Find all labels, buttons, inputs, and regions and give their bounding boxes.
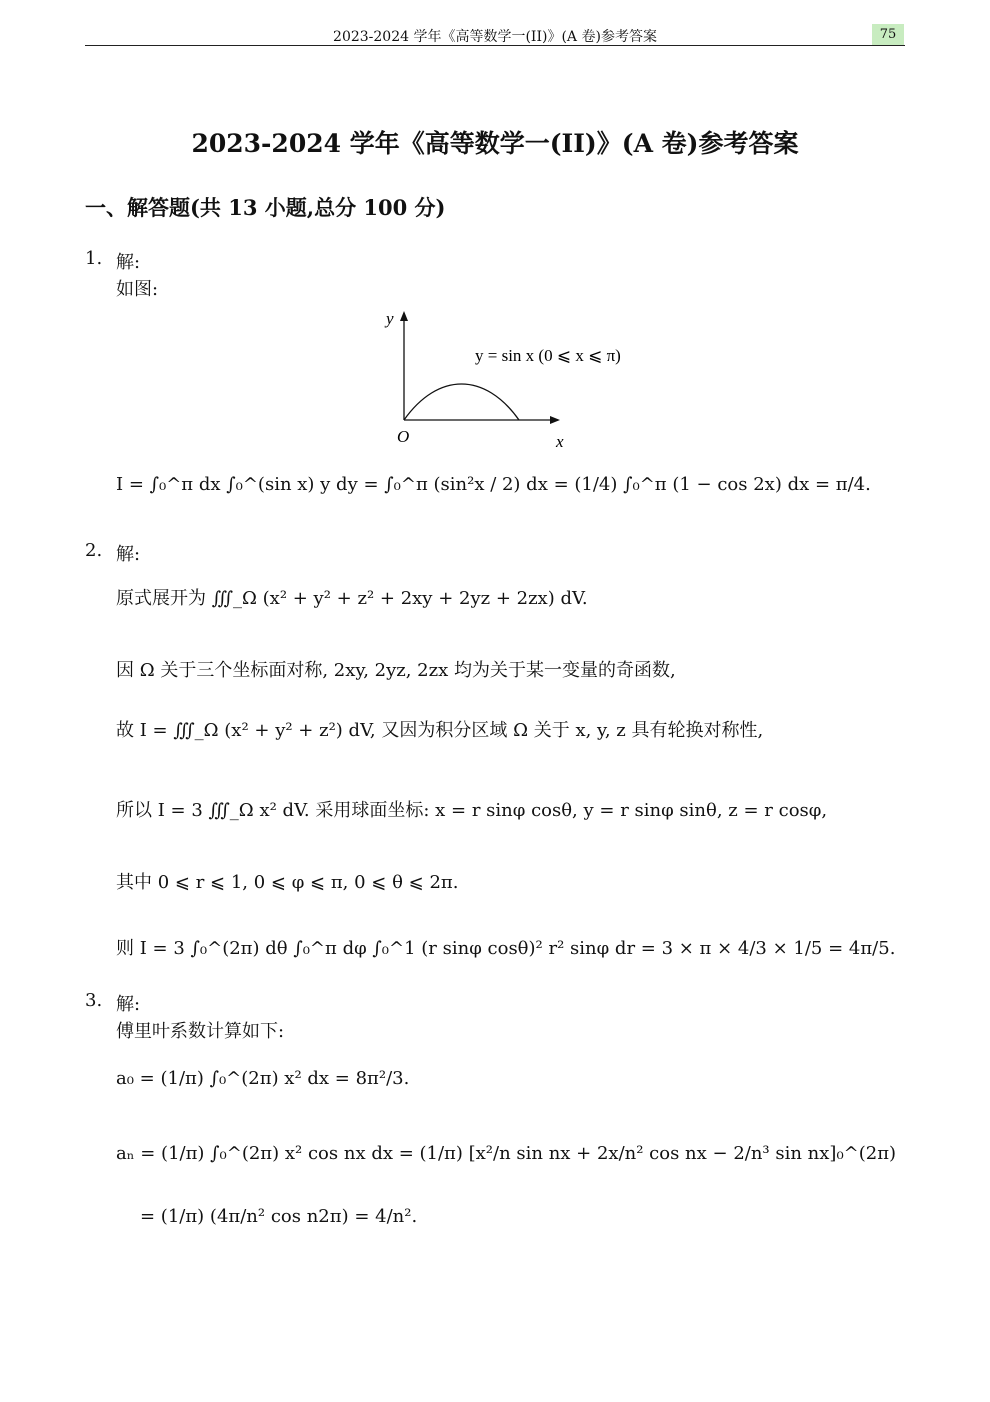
- problem-1-label: 解:: [116, 252, 141, 273]
- running-header: 2023-2024 学年《高等数学一(II)》(A 卷)参考答案: [333, 29, 657, 45]
- problem-3-equation-an-result: = (1/π) (4π/n² cos n2π) = 4/n².: [140, 1206, 418, 1227]
- problem-2-line-6: 则 I = 3 ∫₀^(2π) dθ ∫₀^π dφ ∫₀^1 (r sinφ cosθ)² r² sinφ dr = 3 × π × 4/3 × 1/5 = 4π/5.: [116, 938, 896, 959]
- problem-3-number: 3.: [85, 990, 103, 1011]
- problem-2-label: 解:: [116, 544, 141, 565]
- y-axis-arrow-icon: [400, 311, 408, 321]
- problem-2-line-5: 其中 0 ⩽ r ⩽ 1, 0 ⩽ φ ⩽ π, 0 ⩽ θ ⩽ 2π.: [116, 872, 459, 893]
- problem-3-equation-an: aₙ = (1/π) ∫₀^(2π) x² cos nx dx = (1/π) [x²/n sin nx + 2x/n² cos nx − 2/n³ sin nx]₀^(2π): [116, 1143, 897, 1164]
- section-heading: 一、解答题(共 13 小题,总分 100 分): [85, 195, 446, 220]
- sine-curve-figure: [380, 300, 650, 460]
- problem-2-line-1: 原式展开为 ∭_Ω (x² + y² + z² + 2xy + 2yz + 2zx) dV.: [116, 588, 588, 609]
- x-axis-label: x: [556, 432, 564, 451]
- problem-2-line-2: 因 Ω 关于三个坐标面对称, 2xy, 2yz, 2zx 均为关于某一变量的奇函数,: [116, 660, 676, 681]
- problem-3-label: 解:: [116, 994, 141, 1015]
- sine-curve: [404, 384, 519, 420]
- curve-label: y = sin x (0 ⩽ x ⩽ π): [475, 346, 621, 365]
- y-axis-label: y: [386, 309, 394, 328]
- document-title: 2023-2024 学年《高等数学一(II)》(A 卷)参考答案: [191, 129, 799, 158]
- problem-1-equation: I = ∫₀^π dx ∫₀^(sin x) y dy = ∫₀^π (sin²x / 2) dx = (1/4) ∫₀^π (1 − cos 2x) dx = π/4.: [116, 474, 871, 495]
- problem-2-line-3: 故 I = ∭_Ω (x² + y² + z²) dV, 又因为积分区域 Ω 关于 x, y, z 具有轮换对称性,: [116, 720, 764, 741]
- page-number-badge: 75: [872, 24, 904, 45]
- problem-3-equation-a0: a₀ = (1/π) ∫₀^(2π) x² dx = 8π²/3.: [116, 1068, 410, 1089]
- problem-2-line-4: 所以 I = 3 ∭_Ω x² dV. 采用球面坐标: x = r sinφ cosθ, y = r sinφ sinθ, z = r cosφ,: [116, 800, 828, 821]
- origin-label: O: [397, 427, 410, 446]
- problem-2-number: 2.: [85, 540, 103, 561]
- problem-3-intro: 傅里叶系数计算如下:: [116, 1021, 285, 1042]
- x-axis-arrow-icon: [550, 416, 560, 424]
- problem-1-intro: 如图:: [116, 279, 159, 300]
- problem-1-number: 1.: [85, 248, 103, 269]
- header-rule: [85, 45, 905, 46]
